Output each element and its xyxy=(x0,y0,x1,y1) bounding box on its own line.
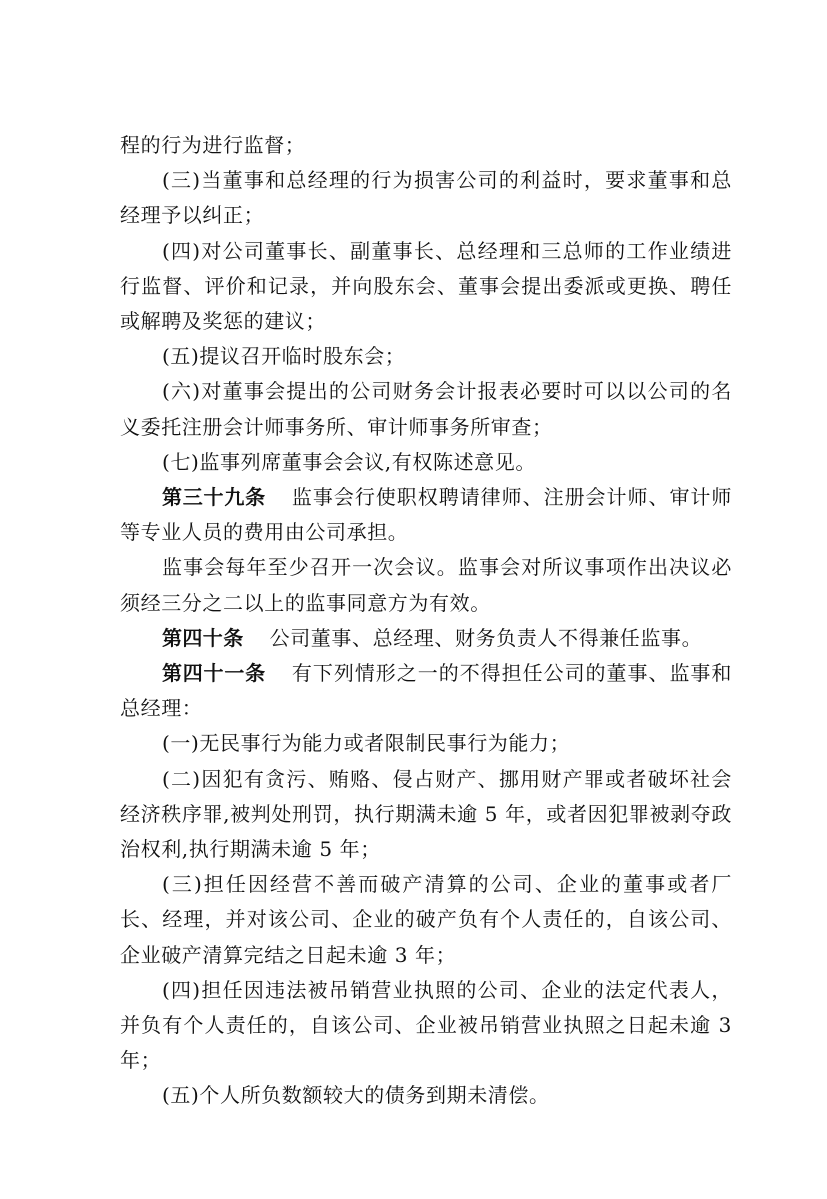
paragraph-item-2 xyxy=(120,762,732,868)
paragraph-text: (二)因犯有贪污、贿赂、侵占财产、挪用财产罪或者破坏社会经济秩序罪,被判处刑罚，执行期满未逾 5 年，或者因犯罪被剥夺政治权利,执行期满未逾 5 年； xyxy=(120,766,732,862)
paragraph-text: (四)对公司董事长、副董事长、总经理和三总师的工作业绩进行监督、评价和记录，并向股东会、董事会提出委派或更换、聘任或解聘及奖惩的建议； xyxy=(120,238,732,334)
paragraph-text: 公司董事、总经理、财务负责人不得兼任监事。 xyxy=(269,625,703,650)
paragraph-text: (六)对董事会提出的公司财务会计报表必要时可以以公司的名义委托注册会计师事务所、审计师事务所审查； xyxy=(120,379,732,439)
article-40 xyxy=(120,621,732,656)
paragraph-text: (四)担任因违法被吊销营业执照的公司、企业的法定代表人，并负有个人责任的，自该公司、企业被吊销营业执照之日起未逾 3 年； xyxy=(120,977,732,1073)
paragraph-text: (五)提议召开临时股东会； xyxy=(162,344,406,369)
paragraph-text: (一)无民事行为能力或者限制民事行为能力； xyxy=(162,731,571,756)
paragraph-text: (三)当董事和总经理的行为损害公司的利益时，要求董事和总经理予以纠正； xyxy=(120,168,732,228)
paragraph-item-3 xyxy=(120,163,732,233)
paragraph-item-4b xyxy=(120,973,732,1079)
paragraph-text: (七)监事列席董事会会议,有权陈述意见。 xyxy=(162,449,536,474)
article-39 xyxy=(120,480,732,550)
article-label: 第四十条 xyxy=(162,625,244,650)
paragraph-item-3b xyxy=(120,867,732,973)
article-label: 第三十九条 xyxy=(162,485,266,510)
paragraph-text: 程的行为进行监督； xyxy=(120,133,306,157)
paragraph-text: 监事会行使职权聘请律师、注册会计师、审计师等专业人员的费用由公司承担。 xyxy=(120,485,733,545)
document-body xyxy=(120,128,732,1114)
paragraph-text: 有下列情形之一的不得担任公司的董事、监事和总经理： xyxy=(120,661,733,721)
article-label: 第四十一条 xyxy=(162,661,266,686)
paragraph-item-5b xyxy=(120,1078,732,1113)
paragraph-meetings xyxy=(120,550,732,620)
paragraph-continuation xyxy=(120,128,732,163)
paragraph-item-5 xyxy=(120,339,732,374)
article-41 xyxy=(120,656,732,726)
paragraph-text: 监事会每年至少召开一次会议。监事会对所议事项作出决议必须经三分之二以上的监事同意方为有效。 xyxy=(120,555,732,615)
paragraph-text: (三)担任因经营不善而破产清算的公司、企业的董事或者厂长、经理，并对该公司、企业的破产负有个人责任的，自该公司、企业破产清算完结之日起未逾 3 年； xyxy=(120,872,732,967)
paragraph-text: (五)个人所负数额较大的债务到期未清偿。 xyxy=(162,1083,550,1108)
paragraph-item-6 xyxy=(120,374,732,444)
paragraph-item-7 xyxy=(120,445,732,480)
paragraph-item-1 xyxy=(120,726,732,761)
paragraph-item-4 xyxy=(120,234,732,340)
